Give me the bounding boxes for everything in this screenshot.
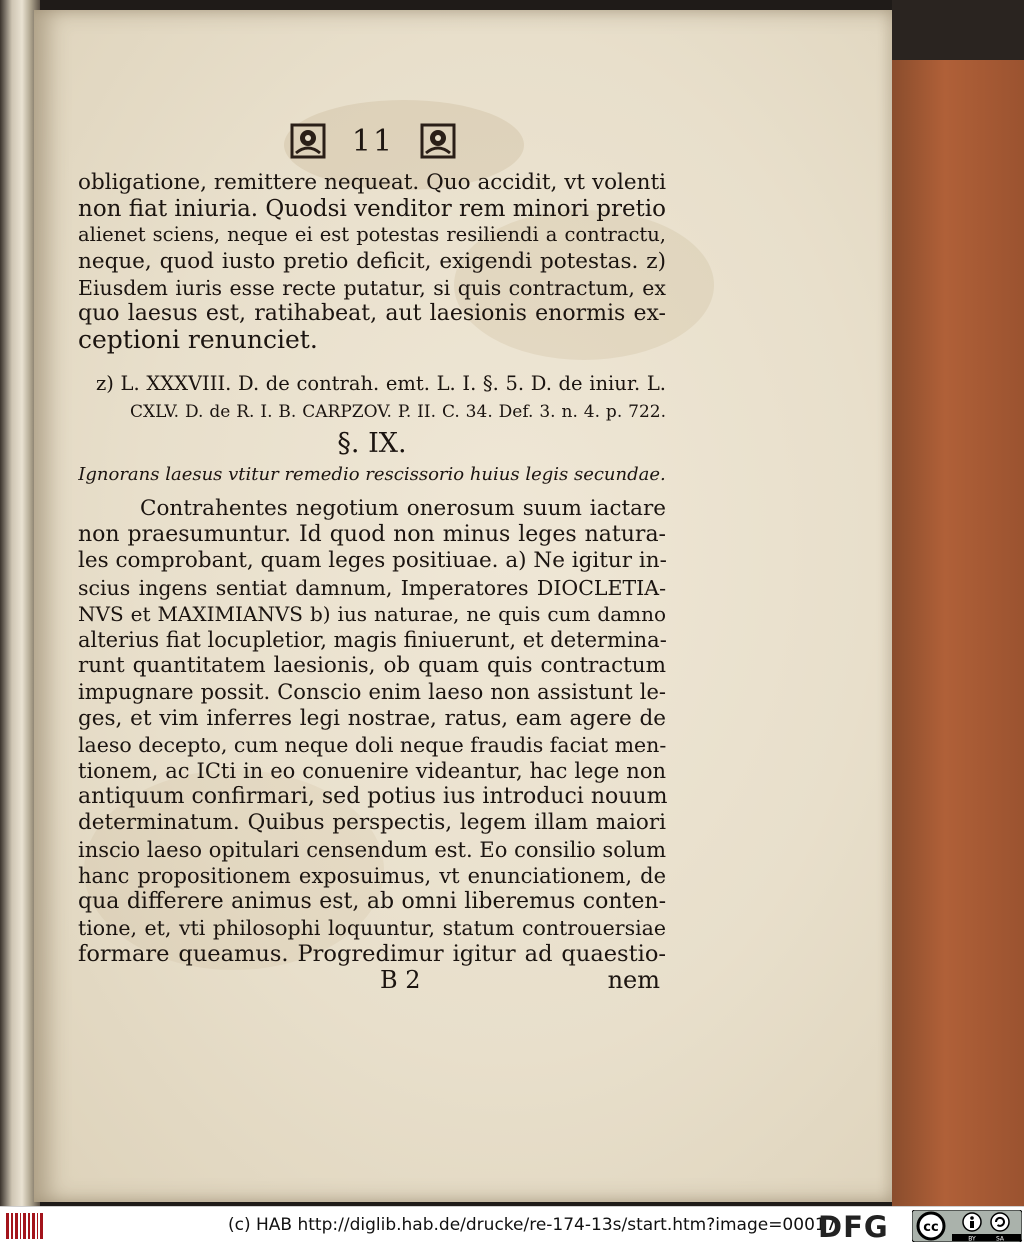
signature-mark: B 2 [380,966,421,994]
text-line: obligatione, remittere nequeat. Quo accidit, vt volenti [78,170,666,195]
fleuron-ornament-icon [288,121,328,161]
paragraph-2 [78,496,666,968]
text-line: antiquum confirmari, sed potius ius introduci nouum [78,784,668,810]
text-line: formare queamus. Progredimur igitur ad quaestio- [78,941,666,968]
cc-by-sa-icon[interactable] [912,1210,1022,1242]
footnote-line: z) L. XXXVIII. D. de contrah. emt. L. I. §. 5. D. de iniur. L. [96,372,666,395]
text-line: determinatum. Quibus perspectis, legem illam maiori [78,810,666,836]
paragraph-1 [78,170,666,353]
text-line: hanc propositionem exposuimus, vt enunciationem, de [78,863,666,888]
text-line: laeso decepto, cum neque doli neque fraudis faciat men- [78,732,667,757]
running-header [283,118,463,164]
text-line: scius ingens sentiat damnum, Imperatores DIOCLETIA- [78,575,666,600]
text-line: inscio laeso opitulari censendum est. Eo consilio solum [78,837,666,862]
catchword: nem [607,966,660,994]
text-line: tionem, ac ICti in eo conuenire videantur, hac lege non [78,759,666,784]
svg-text:cc: cc [923,1220,939,1235]
fleuron-ornament-icon [418,121,458,161]
license-by-label: BY [968,1235,976,1242]
text-line: runt quantitatem laesionis, ob quam quis contractum [78,653,666,679]
text-line: ceptioni renunciet. [78,325,318,355]
text-line: alterius fiat locupletior, magis finiuerunt, et determina- [78,628,667,653]
viewer-footer [0,1206,1024,1245]
text-line: alienet sciens, neque ei est potestas resiliendi a contractu, [78,223,666,247]
page-number: 11 [351,123,395,159]
text-line: non praesumuntur. Id quod non minus leges natura- [78,522,666,548]
book-cover-edge [892,60,1024,1206]
text-line: non fiat iniuria. Quodsi venditor rem minori pretio [78,196,667,223]
text-line: NVS et MAXIMIANVS b) ius naturae, ne quis cum damno [78,601,666,626]
copyright-link[interactable]: (c) HAB http://diglib.hab.de/drucke/re-174-13s/start.htm?image=00017 [228,1215,837,1235]
barcode-icon [6,1213,48,1239]
license-sa-label: SA [995,1235,1005,1242]
text-line: quo laesus est, ratihabeat, aut laesionis enormis ex- [78,301,666,327]
footnote [96,370,666,426]
footnote-line: CXLV. D. de R. I. B. CARPZOV. P. II. C. 34. Def. 3. n. 4. p. 722. [130,402,666,422]
text-line: Eiusdem iuris esse recte putatur, si quis contractum, ex [78,275,666,300]
text-line: Contrahentes negotium onerosum suum iactare [140,496,666,521]
dfg-logo: DFG [818,1210,889,1244]
section-title: §. IX. [337,428,407,459]
text-line: les comprobant, quam leges positiuae. a) Ne igitur in- [78,548,667,574]
text-line: neque, quod iusto pretio deficit, exigendi potestas. z) [78,248,666,274]
section-subtitle: Ignorans laesus vtitur remedio rescissorio huius legis secundae. [78,464,666,485]
text-line: qua differere animus est, ab omni liberemus conten- [78,889,666,915]
text-line: tione, et, vti philosophi loquuntur, statum controuersiae [78,916,666,941]
background-top-right [892,0,1024,60]
signature-line [78,966,660,994]
text-line: impugnare possit. Conscio enim laeso non assistunt le- [78,680,666,705]
text-line: ges, et vim inferres legi nostrae, ratus, eam agere de [78,705,666,731]
